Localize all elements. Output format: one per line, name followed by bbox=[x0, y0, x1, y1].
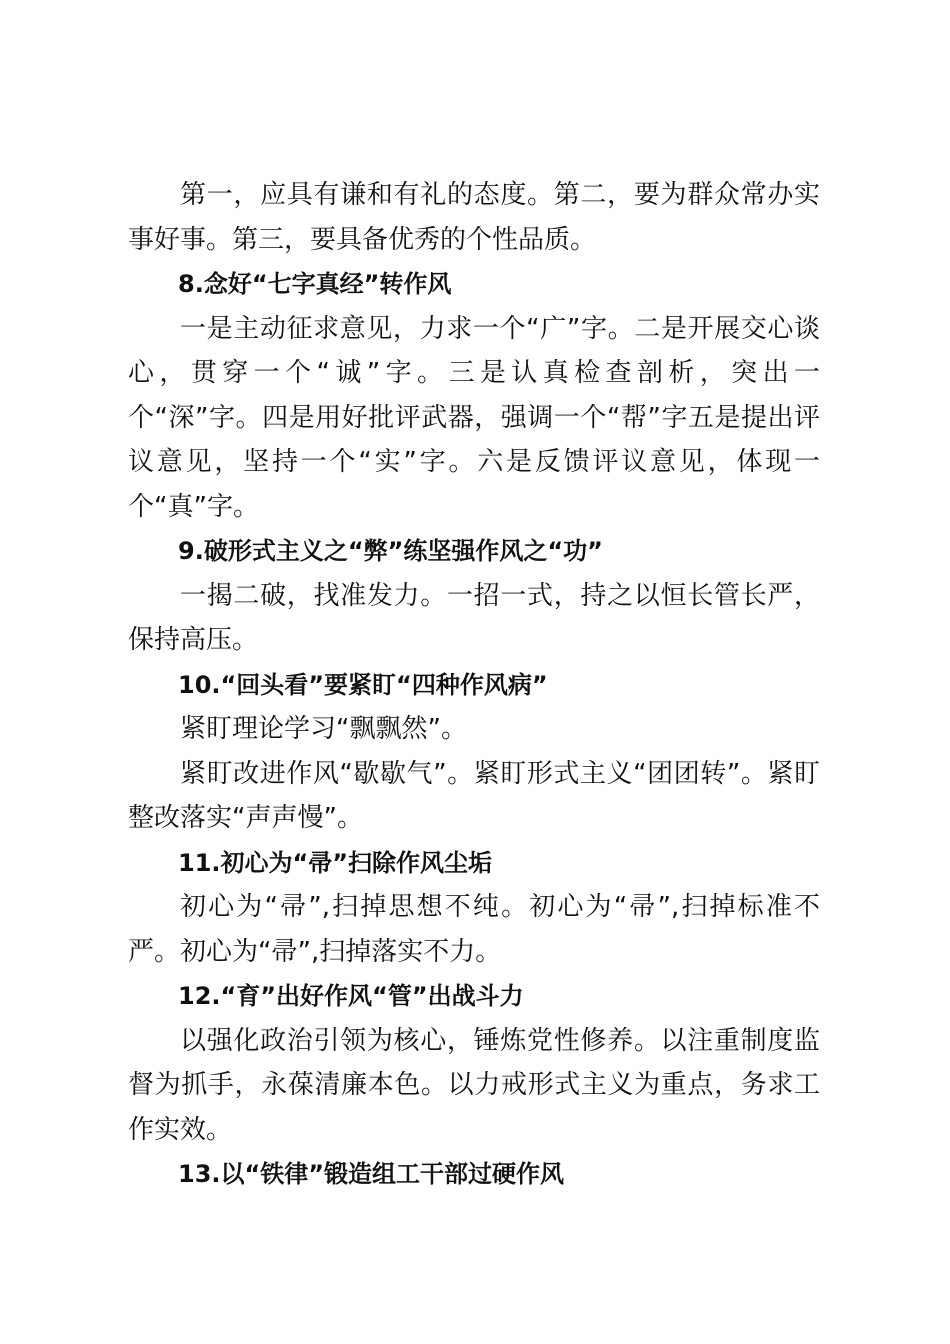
document-page bbox=[128, 173, 820, 1197]
section-heading: 11.初心为“帚”扫除作风尘垢 bbox=[178, 848, 493, 877]
paragraph: 紧盯理论学习“飘飘然”。 bbox=[180, 714, 467, 744]
section-heading: 10.“回头看”要紧盯“四种作风病” bbox=[178, 670, 548, 699]
section-heading: 9.破形式主义之“弊”练坚强作风之“功” bbox=[178, 537, 603, 565]
paragraph: 一是主动征求意见，力求一个“广”字。二是开展交心谈心，贯穿一个“诚”字。三是认真检查剖析，突出一个“深”字。四是用好批评武器，强调一个“帮”字五是提出评议意见，坚持一个“实”字。六是反馈评议意见，体现一个“真”字。 bbox=[128, 313, 820, 522]
section-heading: 12.“育”出好作风“管”出战斗力 bbox=[178, 982, 524, 1010]
paragraph: 紧盯改进作风“歇歇气”。紧盯形式主义“团团转”。紧盯整改落实“声声慢”。 bbox=[128, 758, 820, 833]
section-heading: 8.念好“七字真经”转作风 bbox=[178, 270, 452, 298]
paragraph: 初心为“帚”,扫掉思想不纯。初心为“帚”,扫掉标准不严。初心为“帚”,扫掉落实不力。 bbox=[128, 892, 820, 967]
paragraph: 以强化政治引领为核心，锤炼党性修养。以注重制度监督为抓手，永葆清廉本色。以力戒形式主义为重点，务求工作实效。 bbox=[128, 1025, 820, 1145]
paragraph: 一揭二破，找准发力。一招一式，持之以恒长管长严，保持高压。 bbox=[128, 580, 820, 655]
section-heading: 13.以“铁律”锻造组工干部过硬作风 bbox=[178, 1160, 565, 1188]
paragraph: 第一，应具有谦和有礼的态度。第二，要为群众常办实事好事。第三，要具备优秀的个性品质。 bbox=[128, 180, 820, 255]
